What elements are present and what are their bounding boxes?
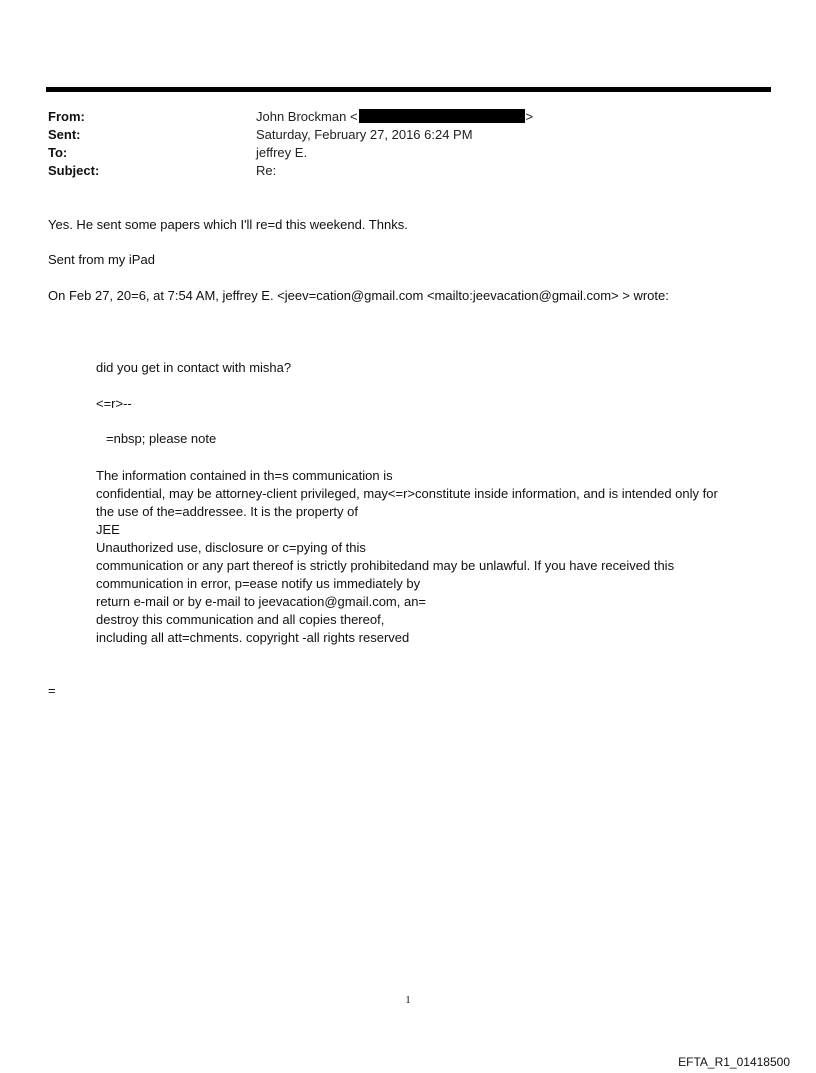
sent-value: Saturday, February 27, 2016 6:24 PM: [256, 127, 473, 142]
to-value: jeffrey E.: [256, 145, 308, 160]
email-header: [48, 108, 533, 180]
disclaimer-line: JEE: [96, 522, 120, 537]
reply-text: Yes. He sent some papers which I'll re=d this weekend. Thnks.: [48, 217, 408, 232]
sender-name: John Brockman: [256, 109, 347, 124]
disclaimer-line: Unauthorized use, disclosure or c=pying of this: [96, 540, 366, 555]
disclaimer-line: the use of the=addressee. It is the property of: [96, 504, 358, 519]
disclaimer-line: including all att=chments. copyright -all rights reserved: [96, 630, 410, 645]
quoted-question: did you get in contact with misha?: [96, 360, 292, 375]
sender-email-close: >: [525, 109, 534, 124]
sent-label: Sent:: [48, 127, 81, 142]
signature: Sent from my iPad: [48, 252, 155, 267]
quoted-note: =nbsp; please note: [106, 431, 217, 446]
disclaimer-line: The information contained in th=s communication is: [96, 468, 393, 483]
disclaimer-line: destroy this communication and all copies thereof,: [96, 612, 385, 627]
sent-row: [48, 126, 533, 144]
page-number: 1: [405, 994, 411, 1006]
disclaimer-block: [96, 467, 718, 647]
from-row: [48, 108, 533, 126]
header-rule: [46, 87, 771, 92]
disclaimer-line: confidential, may be attorney-client privileged, may<=r>constitute inside information, and is intended only for: [96, 486, 718, 501]
subject-row: [48, 162, 533, 180]
bates-number: EFTA_R1_01418500: [678, 1055, 790, 1069]
quoted-marker: <=r>--: [96, 396, 132, 411]
to-label: To:: [48, 145, 68, 160]
quote-attribution: On Feb 27, 20=6, at 7:54 AM, jeffrey E. <jeev=cation@gmail.com <mailto:jeevacation@gmail.com> > wrote:: [48, 288, 669, 303]
from-value: [256, 108, 533, 126]
subject-value: Re:: [256, 163, 277, 178]
subject-label: Subject:: [48, 163, 100, 178]
from-label: From:: [48, 109, 85, 124]
disclaimer-line: communication or any part thereof is strictly prohibitedand may be unlawful. If you have received this: [96, 558, 675, 573]
sender-email-open: <: [349, 109, 358, 124]
trailing-char: =: [48, 683, 56, 698]
disclaimer-line: communication in error, p=ease notify us immediately by: [96, 576, 421, 591]
redaction-block: [359, 109, 525, 123]
disclaimer-line: return e-mail or by e-mail to jeevacation@gmail.com, an=: [96, 594, 427, 609]
to-row: [48, 144, 533, 162]
